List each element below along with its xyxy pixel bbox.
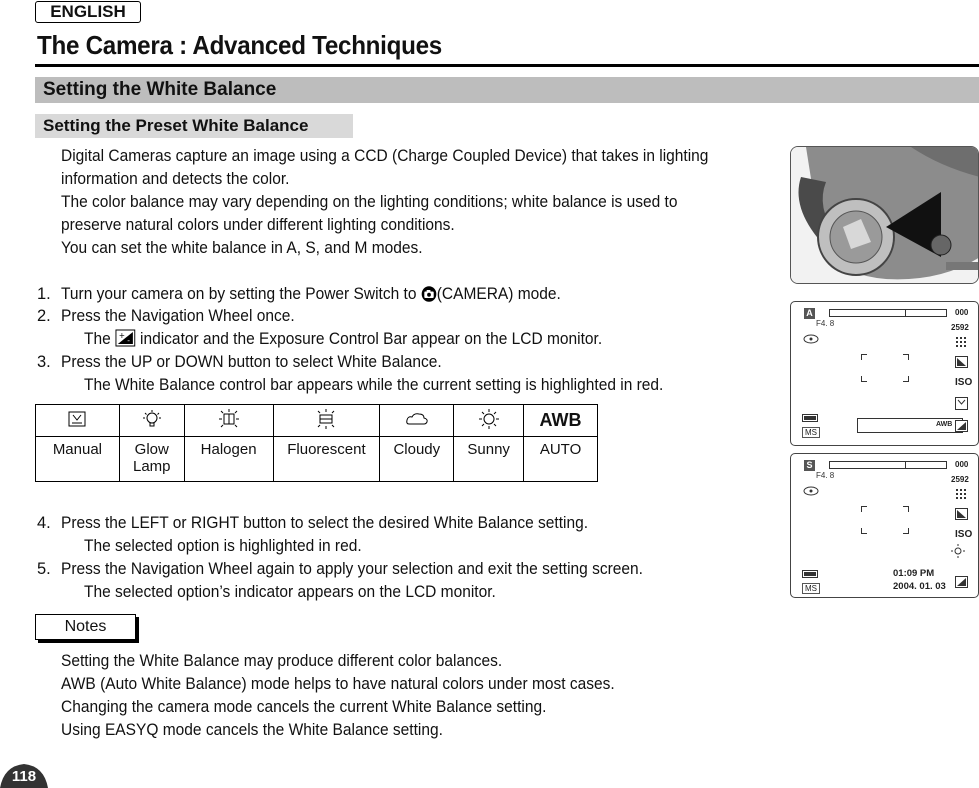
page-number: 118 <box>11 768 37 785</box>
battery-icon <box>802 414 818 422</box>
step-1-post: (CAMERA) mode. <box>436 285 561 303</box>
wb-control-bar <box>857 418 963 433</box>
step-2-text: Press the Navigation Wheel once. <box>61 307 295 325</box>
wb-label-glow <box>119 437 184 482</box>
step-5-subtext: The selected option’s indicator appears on the LCD monitor. <box>84 583 496 601</box>
glow-lamp-icon <box>142 416 162 433</box>
focus-bracket-bl <box>861 376 867 382</box>
iso-indicator: ISO <box>955 377 973 388</box>
intro-line-5: You can set the white balance in A, S, and M modes. <box>61 239 423 257</box>
language-tab: ENGLISH <box>35 1 141 23</box>
step-1-number: 1. <box>37 285 51 303</box>
battery-icon <box>802 570 818 578</box>
step-5-text: Press the Navigation Wheel again to apply your selection and exit the setting screen. <box>61 560 643 578</box>
notes-label: Notes <box>35 614 136 640</box>
focus-bracket-tl <box>861 506 867 512</box>
wb-cloudy-cell <box>380 405 454 437</box>
step-4-text: Press the LEFT or RIGHT button to select the desired White Balance setting. <box>61 514 589 532</box>
step-3-subtext: The White Balance control bar appears while the current setting is highlighted in red. <box>84 376 664 394</box>
wb-manual-cell <box>36 405 120 437</box>
intro-line-4: preserve natural colors under different lighting conditions. <box>61 216 455 234</box>
wb-label-halogen: Halogen <box>184 437 273 482</box>
intro-line-1: Digital Cameras capture an image using a CCD (Charge Coupled Device) that takes in lighting <box>61 147 709 165</box>
step-1-pre: Turn your camera on by setting the Power Switch to <box>61 285 421 303</box>
fluorescent-icon <box>316 416 336 433</box>
time-display: 01:09 PM <box>893 568 935 579</box>
camera-back-photo <box>790 146 979 284</box>
shot-count: 000 <box>955 308 969 317</box>
exposure-bar-marker <box>905 309 906 317</box>
note-3: Changing the camera mode cancels the current White Balance setting. <box>61 698 547 716</box>
camera-illustration <box>791 147 979 284</box>
lcd-screen-aperture-mode <box>790 301 979 446</box>
wb-control-awb: AWB <box>936 421 953 428</box>
camera-icon <box>421 286 437 309</box>
exposure-comp-indicator-icon <box>955 420 968 432</box>
note-4: Using EASYQ mode cancels the White Balance setting. <box>61 721 443 739</box>
wb-manual-indicator-icon <box>955 397 968 410</box>
wb-label-manual: Manual <box>36 437 120 482</box>
focus-bracket-br <box>903 528 909 534</box>
sharpness-icon <box>955 356 968 368</box>
shot-count: 000 <box>955 460 969 469</box>
step-3-number: 3. <box>37 353 51 371</box>
resolution: 2592 <box>951 323 969 332</box>
quality-icon <box>956 489 968 499</box>
intro-line-2: information and detects the color. <box>61 170 290 188</box>
focus-bracket-bl <box>861 528 867 534</box>
exposure-bar <box>829 309 947 317</box>
step-2-sub-pre: The <box>84 330 116 348</box>
wb-label-glow-line2: Lamp <box>132 458 171 475</box>
resolution: 2592 <box>951 475 969 484</box>
wb-halogen-cell <box>184 405 273 437</box>
media-indicator: MS <box>802 427 820 438</box>
step-3-text: Press the UP or DOWN button to select White Balance. <box>61 353 442 371</box>
section-heading: Setting the White Balance <box>35 77 979 103</box>
halogen-icon <box>219 416 239 433</box>
metering-icon <box>803 486 819 496</box>
focus-bracket-tr <box>903 506 909 512</box>
date-display: 2004. 01. 03 <box>893 581 946 592</box>
step-4-number: 4. <box>37 514 51 532</box>
quality-icon <box>956 337 968 347</box>
step-2-sub-post: indicator and the Exposure Control Bar appear on the LCD monitor. <box>135 330 603 348</box>
wb-auto-cell <box>524 405 598 437</box>
exposure-bar-marker <box>905 461 906 469</box>
wb-glow-cell <box>119 405 184 437</box>
media-indicator: MS <box>802 583 820 594</box>
wb-fluorescent-cell <box>273 405 380 437</box>
wb-label-sunny: Sunny <box>454 437 524 482</box>
wb-label-fluorescent: Fluorescent <box>273 437 380 482</box>
step-2-number: 2. <box>37 307 51 325</box>
lcd-screen-shutter-mode <box>790 453 979 598</box>
wb-label-glow-line1: Glow <box>134 441 169 458</box>
wb-sunny-cell <box>454 405 524 437</box>
step-5-number: 5. <box>37 560 51 578</box>
svg-text:+: + <box>118 330 126 341</box>
sharpness-icon <box>955 508 968 520</box>
sun-icon <box>478 417 500 434</box>
iso-indicator: ISO <box>955 529 973 540</box>
note-2: AWB (Auto White Balance) mode helps to have natural colors under most cases. <box>61 675 615 693</box>
subsection-heading: Setting the Preset White Balance <box>35 114 353 138</box>
focus-bracket-tl <box>861 354 867 360</box>
aperture-value: F4. 8 <box>816 471 835 480</box>
awb-icon: AWB <box>539 410 582 430</box>
intro-line-3: The color balance may vary depending on the lighting conditions; white balance is used to <box>61 193 678 211</box>
mode-indicator: A <box>804 308 815 319</box>
white-balance-table <box>35 404 598 482</box>
step-4-subtext: The selected option is highlighted in red. <box>84 537 362 555</box>
note-1: Setting the White Balance may produce different color balances. <box>61 652 503 670</box>
wb-label-cloudy: Cloudy <box>380 437 454 482</box>
exposure-comp-indicator-icon <box>955 576 968 588</box>
page-title: The Camera : Advanced Techniques <box>37 30 442 60</box>
aperture-value: F4. 8 <box>816 319 835 328</box>
focus-bracket-tr <box>903 354 909 360</box>
mode-indicator: S <box>804 460 815 471</box>
wb-label-auto: AUTO <box>524 437 598 482</box>
exposure-bar <box>829 461 947 469</box>
metering-icon <box>803 334 819 344</box>
focus-bracket-br <box>903 376 909 382</box>
svg-text:-: - <box>127 335 130 346</box>
wb-sunny-indicator-icon <box>951 544 965 558</box>
manual-wb-icon <box>68 415 86 432</box>
cloud-icon <box>405 414 429 431</box>
title-divider <box>35 64 979 67</box>
